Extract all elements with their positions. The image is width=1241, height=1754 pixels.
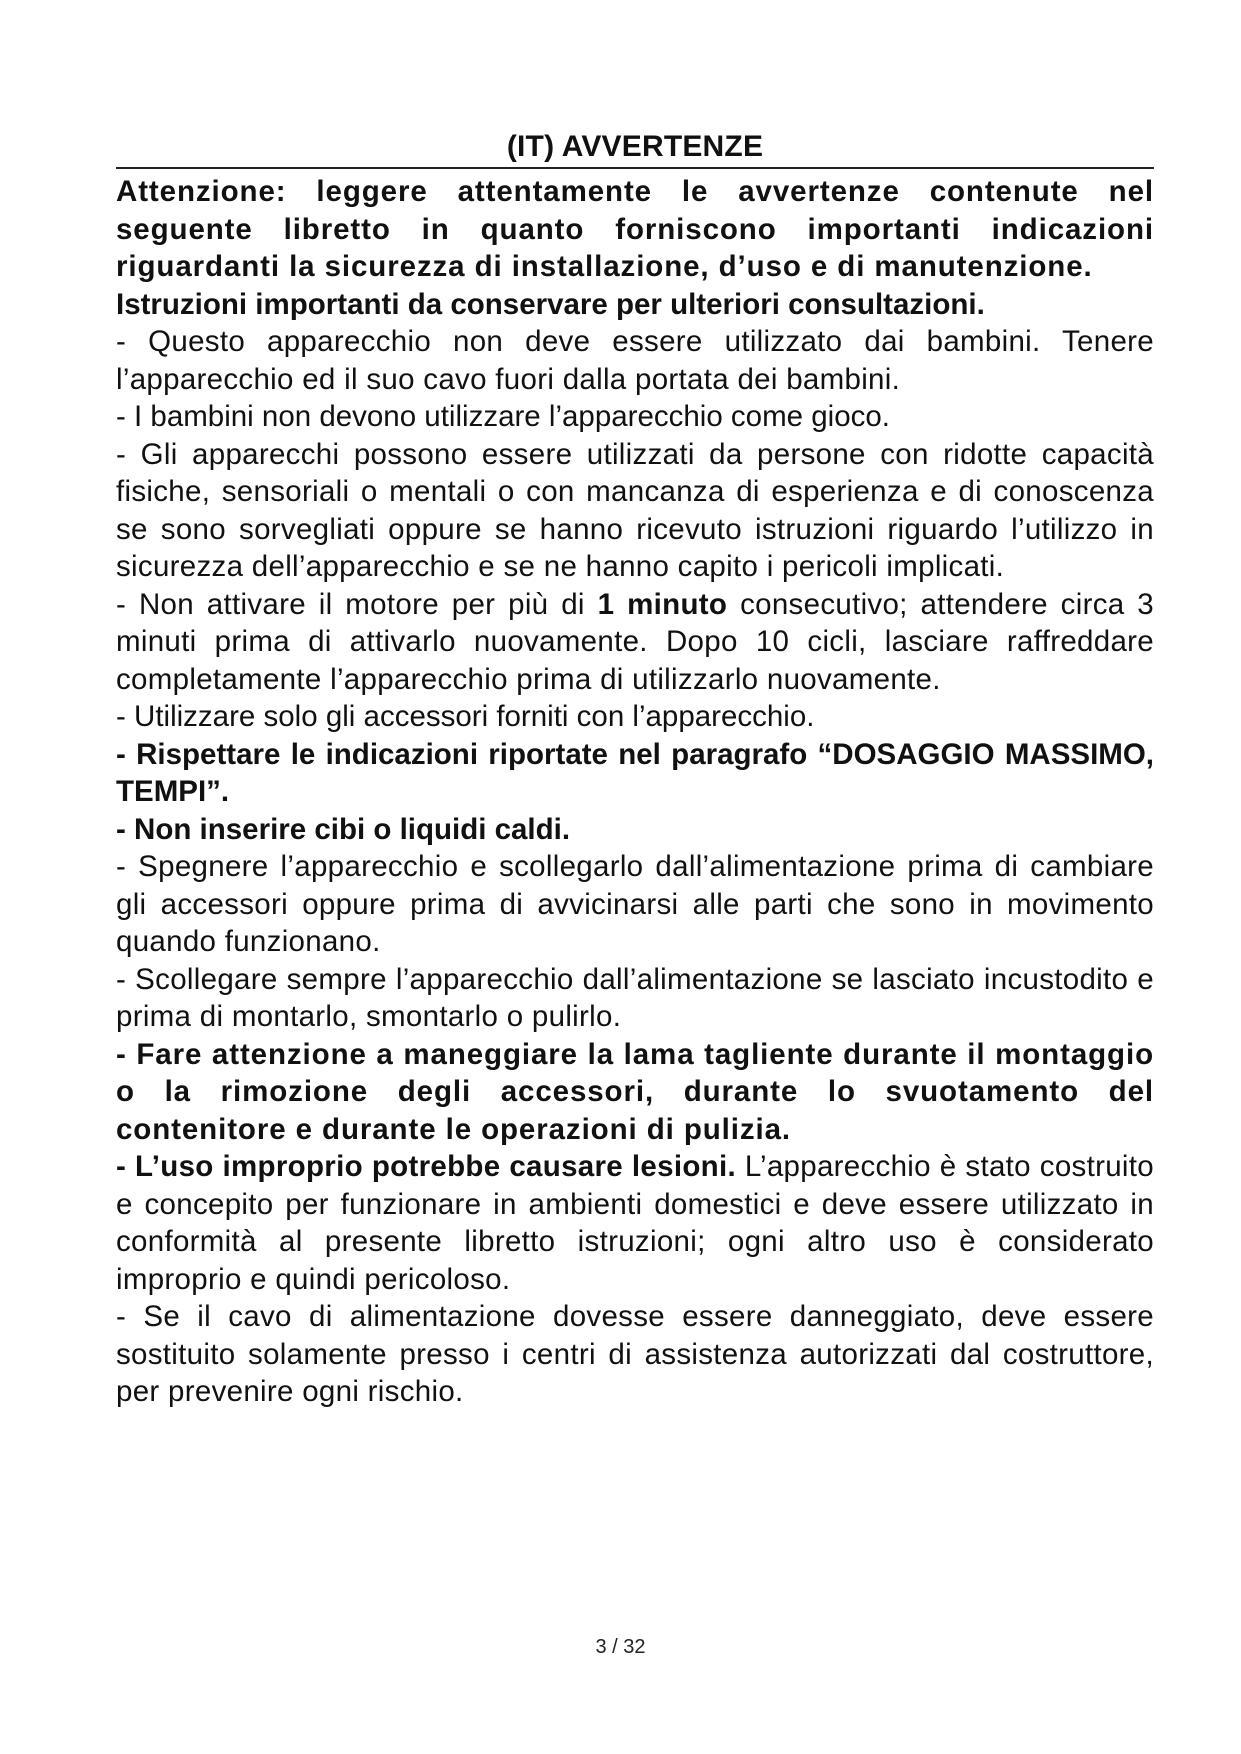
unplug-warning: - Scollegare sempre l’apparecchio dall’alimentazione se lasciato incustodito e prima di montarlo, smontarlo o pulirlo.: [116, 962, 1154, 1033]
title-underline: [116, 167, 1154, 169]
page-title: (IT) AVVERTENZE: [506, 130, 764, 163]
accessories-warning: - Utilizzare solo gli accessori forniti con l’apparecchio.: [116, 700, 815, 733]
improper-use-bold-text: - L’uso improprio potrebbe causare lesioni.: [116, 1150, 736, 1183]
motor-duration-text: 1 minuto: [597, 587, 728, 621]
cable-warning: - Se il cavo di alimentazione dovesse essere danneggiato, deve essere sostituito solamente presso i centri di assistenza autorizzati dal costruttore, per prevenire ogni rischio.: [116, 1300, 1154, 1408]
document-page: [116, 127, 1154, 1411]
dosage-warning: - Rispettare le indicazioni riportate nel paragrafo “DOSAGGIO MASSIMO, TEMPI”.: [116, 737, 1154, 808]
motor-usage-warning: [116, 586, 1154, 699]
reduced-capacity-warning: - Gli apparecchi possono essere utilizzati da persone con ridotte capacità fisiche, sensoriali o mentali o con mancanza di esperienza e di conoscenza se sono sorvegliati oppure se hanno ricevuto istruzioni riguardo l’utilizzo in sicurezza dell’apparecchio e se ne hanno capito i pericoli implicati.: [116, 437, 1154, 583]
improper-use-warning: [116, 1148, 1154, 1298]
motor-prefix-text: - Non attivare il motore per più di: [116, 587, 598, 621]
children-play-warning: - I bambini non devono utilizzare l’apparecchio come gioco.: [116, 400, 890, 433]
page-number: 3 / 32: [595, 1636, 646, 1658]
no-hot-food-warning: - Non inserire cibi o liquidi caldi.: [116, 812, 571, 846]
blade-warning: - Fare attenzione a maneggiare la lama tagliente durante il montaggio o la rimozione degli accessori, durante lo svuotamento del contenitore e durante le operazioni di pulizia.: [116, 1037, 1154, 1146]
keep-instructions-note: Istruzioni importanti da conservare per ulteriori consultazioni.: [116, 287, 985, 321]
children-use-warning: - Questo apparecchio non deve essere utilizzato dai bambini. Tenere l’apparecchio ed il suo cavo fuori dalla portata dei bambini.: [116, 325, 1154, 396]
switch-off-warning: - Spegnere l’apparecchio e scollegarlo dall’alimentazione prima di cambiare gli accessori oppure prima di avvicinarsi alle parti che sono in movimento quando funzionano.: [116, 850, 1154, 958]
motor-suffix-text: consecutivo; attendere circa 3 minuti prima di attivarlo nuovamente. Dopo 10 cicli, lasciare raffreddare completamente l’apparecchio prima di utilizzarlo nuovamente.: [116, 587, 1155, 696]
attention-warning: Attenzione: leggere attentamente le avvertenze contenute nel seguente libretto in quanto forniscono importanti indicazioni riguardanti la sicurezza di installazione, d’uso e di manutenzione.: [116, 175, 1154, 283]
improper-use-rest-text: L’apparecchio è stato costruito e concepito per funzionare in ambienti domestici e deve essere utilizzato in conformità al presente libretto istruzioni; ogni altro uso è considerato improprio e quindi pericoloso.: [116, 1150, 1154, 1296]
